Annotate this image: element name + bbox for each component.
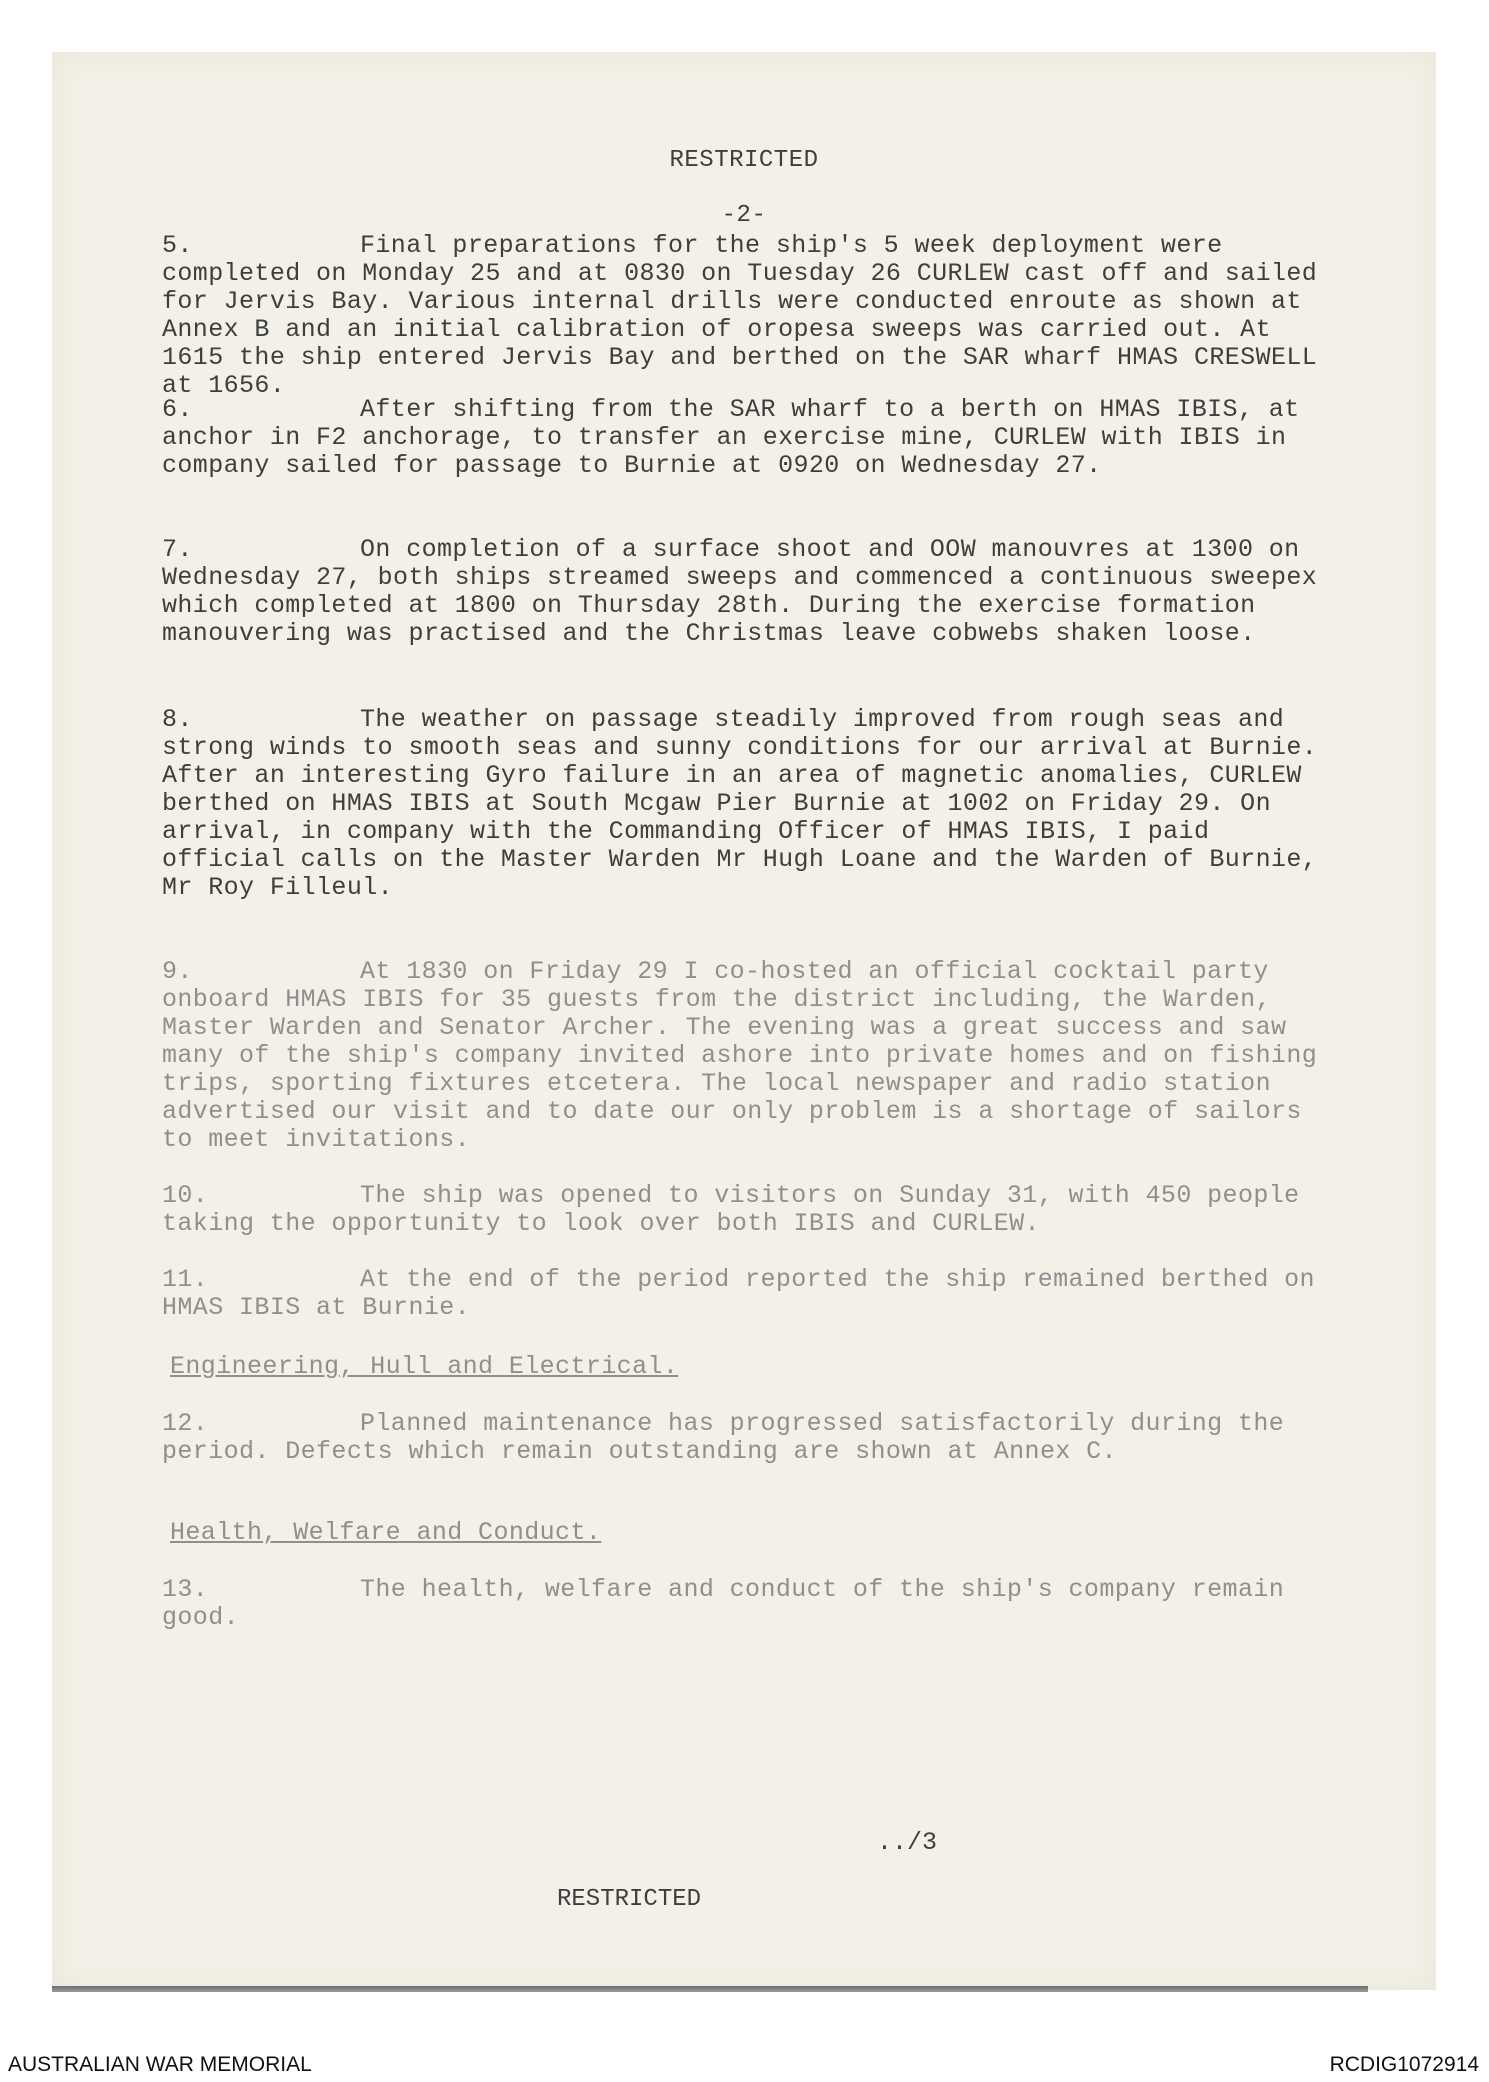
page-edge-rule xyxy=(52,1986,1368,1992)
paragraph-6 xyxy=(162,396,1322,480)
paragraph-number: 7. xyxy=(162,535,193,564)
paragraph-number: 12. xyxy=(162,1409,209,1438)
heading-health: Health, Welfare and Conduct. xyxy=(170,1518,602,1547)
paragraph-text: The weather on passage steadily improved from rough seas and strong winds to smooth seas and sunny conditions for our arrival at Burnie. After an interesting Gyro failure in an area of magnetic anomalies, CURLEW berthed on HMAS IBIS at South Mcgaw Pier Burnie at 1002 on Friday 29. On arrival, in company with the Commanding Officer of HMAS IBIS, I paid official calls on the Master Warden Mr Hugh Loane and the Warden of Burnie, Mr Roy Filleul. xyxy=(162,705,1318,902)
archive-source-label: AUSTRALIAN WAR MEMORIAL xyxy=(8,2053,312,2076)
paragraph-number: 13. xyxy=(162,1575,209,1604)
header-classification: RESTRICTED xyxy=(669,147,819,174)
paragraph-12 xyxy=(162,1410,1322,1466)
paragraph-text: The health, welfare and conduct of the ship's company remain good. xyxy=(162,1575,1285,1632)
paragraph-8 xyxy=(162,706,1322,902)
paragraph-text: At the end of the period reported the ship remained berthed on HMAS IBIS at Burnie. xyxy=(162,1265,1315,1322)
heading-engineering: Engineering, Hull and Electrical. xyxy=(170,1352,679,1381)
paragraph-5 xyxy=(162,232,1322,400)
archive-item-id: RCDIG1072914 xyxy=(1329,2053,1479,2076)
paragraph-number: 10. xyxy=(162,1181,209,1210)
paragraph-number: 9. xyxy=(162,957,193,986)
paragraph-text: At 1830 on Friday 29 I co-hosted an official cocktail party onboard HMAS IBIS for 35 guests from the district including, the Warden, Master Warden and Senator Archer. The evening was a great success and saw many of the ship's company invited ashore into private homes and on fishing trips, sporting fixtures etcetera. The local newspaper and radio station advertised our visit and to date our only problem is a shortage of sailors to meet invitations. xyxy=(162,957,1318,1154)
paragraph-13 xyxy=(162,1576,1322,1632)
paragraph-11 xyxy=(162,1266,1322,1322)
document-page xyxy=(52,52,1436,1990)
footer-classification: RESTRICTED xyxy=(557,1886,702,1913)
paragraph-number: 11. xyxy=(162,1265,209,1294)
paragraph-text: The ship was opened to visitors on Sunday 31, with 450 people taking the opportunity to look over both IBIS and CURLEW. xyxy=(162,1181,1300,1238)
page-number: -2- xyxy=(721,202,767,229)
paragraph-text: On completion of a surface shoot and OOW manouvres at 1300 on Wednesday 27, both ships streamed sweeps and commenced a continuous sweepex which completed at 1800 on Thursday 28th. During the exercise formation manouvering was practised and the Christmas leave cobwebs shaken loose. xyxy=(162,535,1318,648)
paragraph-10 xyxy=(162,1182,1322,1238)
paragraph-number: 6. xyxy=(162,395,193,424)
paragraph-number: 8. xyxy=(162,705,193,734)
paragraph-9 xyxy=(162,958,1322,1154)
paragraph-text: After shifting from the SAR wharf to a berth on HMAS IBIS, at anchor in F2 anchorage, to transfer an exercise mine, CURLEW with IBIS in company sailed for passage to Burnie at 0920 on Wednesday 27. xyxy=(162,395,1300,480)
paragraph-text: Final preparations for the ship's 5 week deployment were completed on Monday 25 and at 0830 on Tuesday 26 CURLEW cast off and sailed for Jervis Bay. Various internal drills were conducted enroute as shown at Annex B and an initial calibration of oropesa sweeps was carried out. At 1615 the ship entered Jervis Bay and berthed on the SAR wharf HMAS CRESWELL at 1656. xyxy=(162,231,1318,400)
paragraph-7 xyxy=(162,536,1322,648)
continuation-marker: ../3 xyxy=(877,1828,938,1857)
paragraph-number: 5. xyxy=(162,231,193,260)
paragraph-text: Planned maintenance has progressed satisfactorily during the period. Defects which remain outstanding are shown at Annex C. xyxy=(162,1409,1285,1466)
